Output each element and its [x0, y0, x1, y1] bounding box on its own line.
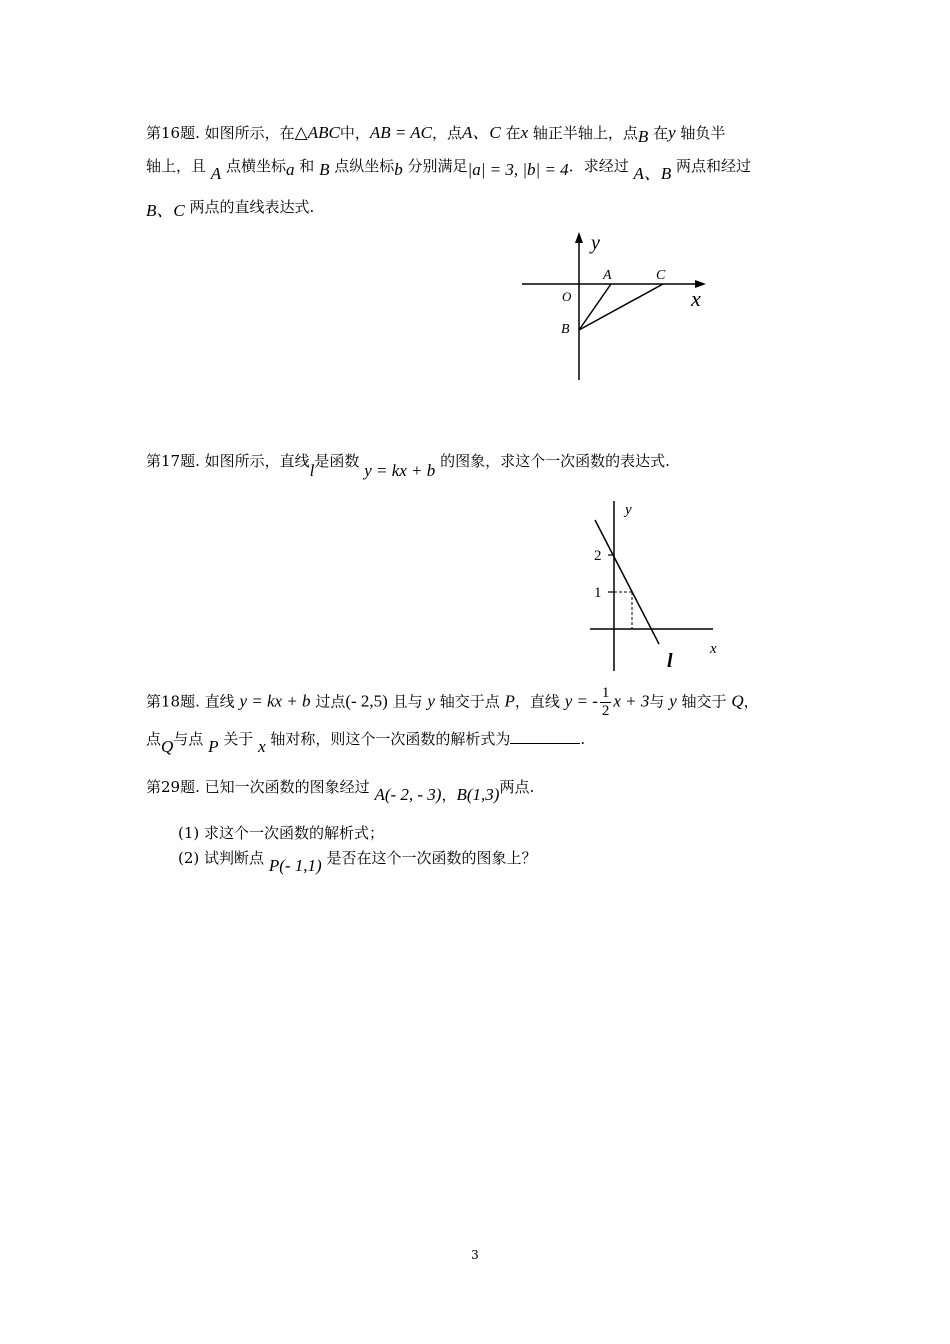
math-function: y = kx + b [364, 461, 436, 480]
line-l [595, 520, 659, 644]
math-x: x [520, 123, 529, 142]
q16-text: 点纵坐标 [334, 157, 395, 175]
origin-label: O [562, 289, 572, 304]
q16-text: ．求经过 [568, 157, 629, 175]
q16-text: 分别满足 [407, 157, 468, 175]
point-c-label: C [656, 268, 666, 283]
q16-label: 第16题. [146, 124, 200, 142]
y-axis-arrow [575, 232, 583, 243]
math-function-1: y = kx + b [239, 691, 311, 711]
q16-text: 轴上，且 [146, 157, 207, 175]
math-abc: ABC [307, 123, 340, 142]
tick-label-1: 1 [594, 585, 602, 601]
fraction-one-half [600, 685, 612, 720]
q17-text: 是函数 [314, 452, 360, 470]
triangle-symbol: △ [294, 123, 308, 142]
q18-text: 且与 [392, 692, 423, 711]
y-axis-label: y [625, 502, 632, 518]
q18-text: 轴对称，则这个一次函数的解析式为 [270, 730, 511, 748]
q16-text: 两点和经过 [676, 157, 752, 175]
q16-line-2 [146, 155, 816, 183]
q29-subquestion-2-text: 是否在这个一次函数的图象上？ [326, 849, 537, 867]
math-var-a: a [285, 160, 295, 179]
q29-text: 已知一次函数的图象经过 [204, 778, 370, 796]
q18-text: . [580, 730, 586, 748]
q16-text: 点横坐标 [225, 157, 286, 175]
q18-line-1 [146, 685, 816, 720]
line-l-label: l [667, 650, 673, 672]
math-b: B [319, 160, 330, 179]
q16-line-1 [146, 122, 816, 144]
q16-text: 和 [299, 157, 315, 175]
q29-sub-1 [178, 822, 384, 844]
q18-text: ，直线 [514, 692, 560, 711]
q16-line-3 [146, 200, 816, 222]
math-function-2-lhs: y = - [564, 691, 598, 711]
q18-text: 轴交于 [681, 692, 727, 711]
math-condition: |a| = 3, |b| = 4 [467, 160, 569, 179]
answer-blank [510, 727, 580, 744]
math-ab-eq-ac: AB = AC [369, 123, 433, 142]
fraction-denominator: 2 [601, 703, 610, 719]
q17-text: 的图象，求这个一次函数的表达式. [440, 452, 670, 470]
math-points-ab: A、B [633, 164, 672, 183]
q29-label: 第29题. [146, 778, 200, 796]
q16-text: 轴负半 [680, 124, 726, 142]
q16-text: ，点 [432, 124, 463, 142]
math-var-b: b [394, 160, 403, 179]
q29-subquestion-2-text: (2) 试判断点 [178, 849, 265, 867]
point-b-label: B [561, 322, 570, 337]
figure-16-diagram [515, 225, 725, 385]
math-y: y [668, 123, 676, 142]
math-a: A [210, 164, 222, 183]
math-x: x [258, 737, 266, 756]
q16-text: 如图所示，在 [204, 124, 295, 142]
q29-subquestion-1: (1) 求这个一次函数的解析式； [178, 824, 385, 842]
q17-line-1 [146, 450, 816, 480]
point-a-label: A [603, 268, 612, 283]
math-points-ac: A、C [462, 123, 501, 142]
figure-17-graph [580, 495, 750, 675]
math-l: l [309, 461, 315, 480]
q16-text: 中， [339, 124, 370, 142]
q16-text: 轴正半轴上，点 [532, 124, 638, 142]
q29-line-1 [146, 776, 816, 804]
segment-bc [579, 284, 663, 330]
x-axis-label: x [710, 641, 717, 657]
q29-text: 两点. [499, 778, 535, 796]
q18-text: 与点 [173, 730, 204, 748]
math-y: y [669, 691, 677, 711]
q18-line-2 [146, 727, 816, 756]
q16-text: 两点的直线表达式. [189, 198, 315, 216]
fraction-numerator: 1 [601, 685, 610, 701]
math-q: Q [161, 737, 174, 756]
q16-text: 在 [653, 124, 669, 142]
q18-text: 点 [146, 730, 162, 748]
q18-label: 第18题. [146, 692, 200, 711]
math-point: (- 2,5) [345, 691, 388, 711]
q29-text: ， [441, 786, 457, 804]
y-axis-label: y [591, 232, 600, 254]
q18-text: 关于 [223, 730, 254, 748]
q17-label: 第17题. [146, 452, 200, 470]
math-point-p: P(- 1,1) [268, 856, 322, 875]
math-function-2-rhs: x + 3 [613, 691, 650, 711]
math-point-a: A(- 2, - 3) [374, 785, 442, 804]
tick-label-2: 2 [594, 548, 602, 564]
q17-text: 如图所示，直线 [204, 452, 310, 470]
segment-ab [579, 284, 611, 330]
math-p: P [504, 691, 515, 711]
q18-text: 过点 [315, 692, 346, 711]
math-q: Q [731, 691, 744, 711]
math-y: y [427, 691, 435, 711]
x-axis-label: x [691, 286, 701, 311]
math-p: P [208, 737, 219, 756]
q18-text: 与 [649, 692, 665, 711]
q18-text: ， [743, 692, 759, 711]
q16-text: 在 [505, 124, 521, 142]
q18-text: 轴交于点 [439, 692, 500, 711]
page-number: 3 [471, 1248, 479, 1262]
q29-sub-2 [178, 847, 537, 875]
math-b: B [637, 127, 649, 146]
q18-text: 直线 [204, 692, 235, 711]
math-points-bc: B、C [146, 201, 185, 220]
math-point-b: B(1,3) [456, 785, 500, 804]
